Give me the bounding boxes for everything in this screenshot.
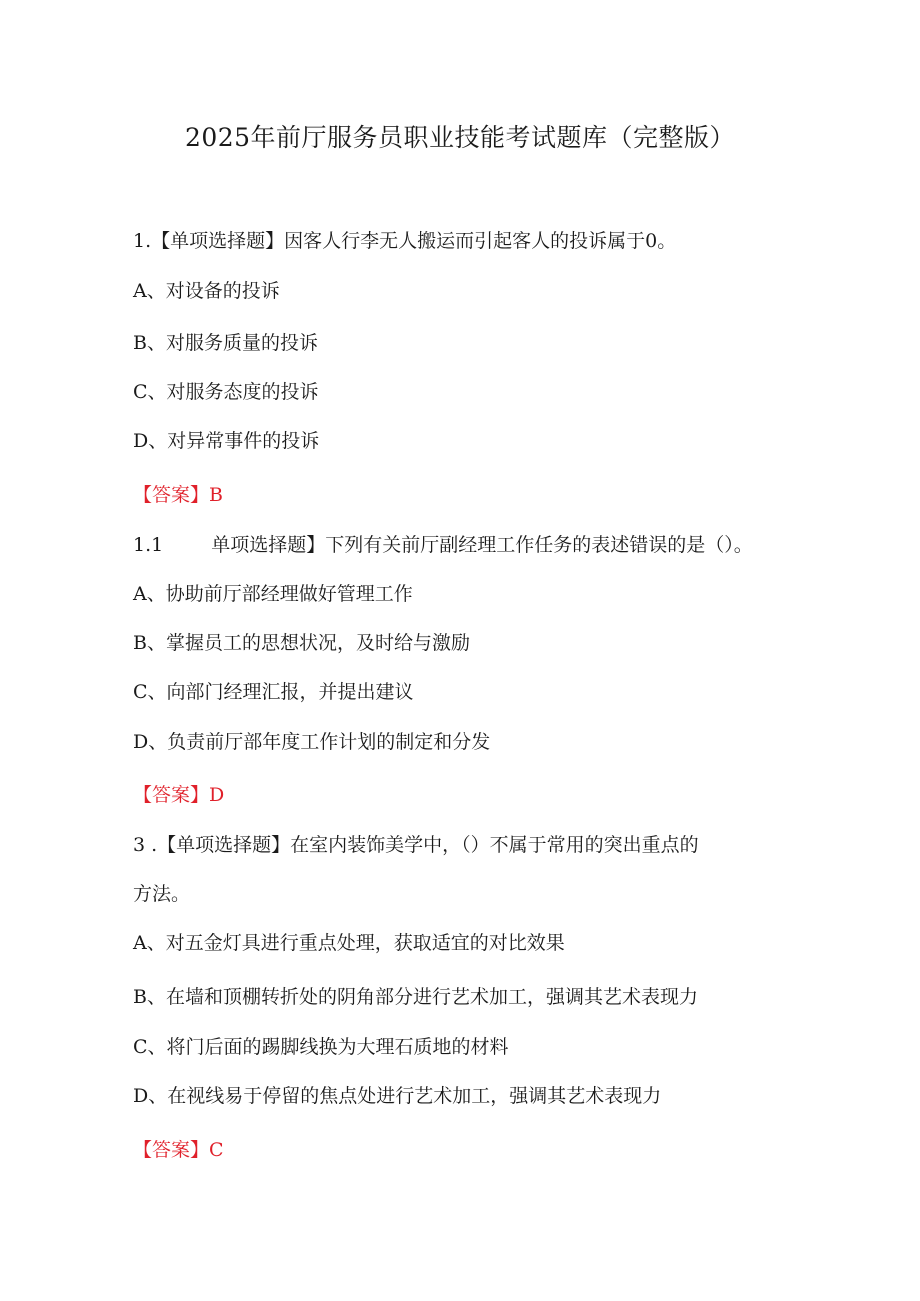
question-3-stem-continued: 方法。 xyxy=(133,883,191,905)
question-1-option-b: B、对服务质量的投诉 xyxy=(133,332,318,354)
question-1-number: 1. xyxy=(133,230,152,252)
question-3-stem: 【单项选择题】在室内装饰美学中，（）不属于常用的突出重点的 xyxy=(157,834,699,856)
question-1-option-a: A、对设备的投诉 xyxy=(133,280,280,302)
document-title: 2025年前厅服务员职业技能考试题库（完整版） xyxy=(184,123,736,152)
question-2-option-d: D、负责前厅部年度工作计划的制定和分发 xyxy=(133,731,491,753)
question-2-stem-line xyxy=(133,532,753,558)
question-2-option-c: C、向部门经理汇报，并提出建议 xyxy=(133,681,414,703)
question-3-number: 3 . xyxy=(133,834,158,856)
question-3-stem-line xyxy=(133,832,699,858)
question-1-option-c: C、对服务态度的投诉 xyxy=(133,381,319,403)
question-3-option-c: C、将门后面的踢脚线换为大理石质地的材料 xyxy=(133,1036,509,1058)
question-2-option-a: A、协助前厅部经理做好管理工作 xyxy=(133,583,413,605)
question-1-stem-line xyxy=(133,228,676,254)
question-3-answer: 【答案】C xyxy=(133,1139,224,1161)
question-3-option-d: D、在视线易于停留的焦点处进行艺术加工，强调其艺术表现力 xyxy=(133,1085,662,1107)
question-2-number: 1.1 xyxy=(133,534,164,556)
question-2-stem: 单项选择题】下列有关前厅副经理工作任务的表述错误的是（）。 xyxy=(211,534,753,556)
question-2-answer: 【答案】D xyxy=(133,784,225,806)
question-2-option-b: B、掌握员工的思想状况，及时给与激励 xyxy=(133,632,470,654)
question-1-option-d: D、对异常事件的投诉 xyxy=(133,430,320,452)
question-1-stem: 【单项选择题】因客人行李无人搬运而引起客人的投诉属于0。 xyxy=(151,230,677,252)
question-3-option-a: A、对五金灯具进行重点处理，获取适宜的对比效果 xyxy=(133,932,565,954)
question-3-option-b: B、在墙和顶棚转折处的阴角部分进行艺术加工，强调其艺术表现力 xyxy=(133,986,698,1008)
question-1-answer: 【答案】B xyxy=(133,484,223,506)
